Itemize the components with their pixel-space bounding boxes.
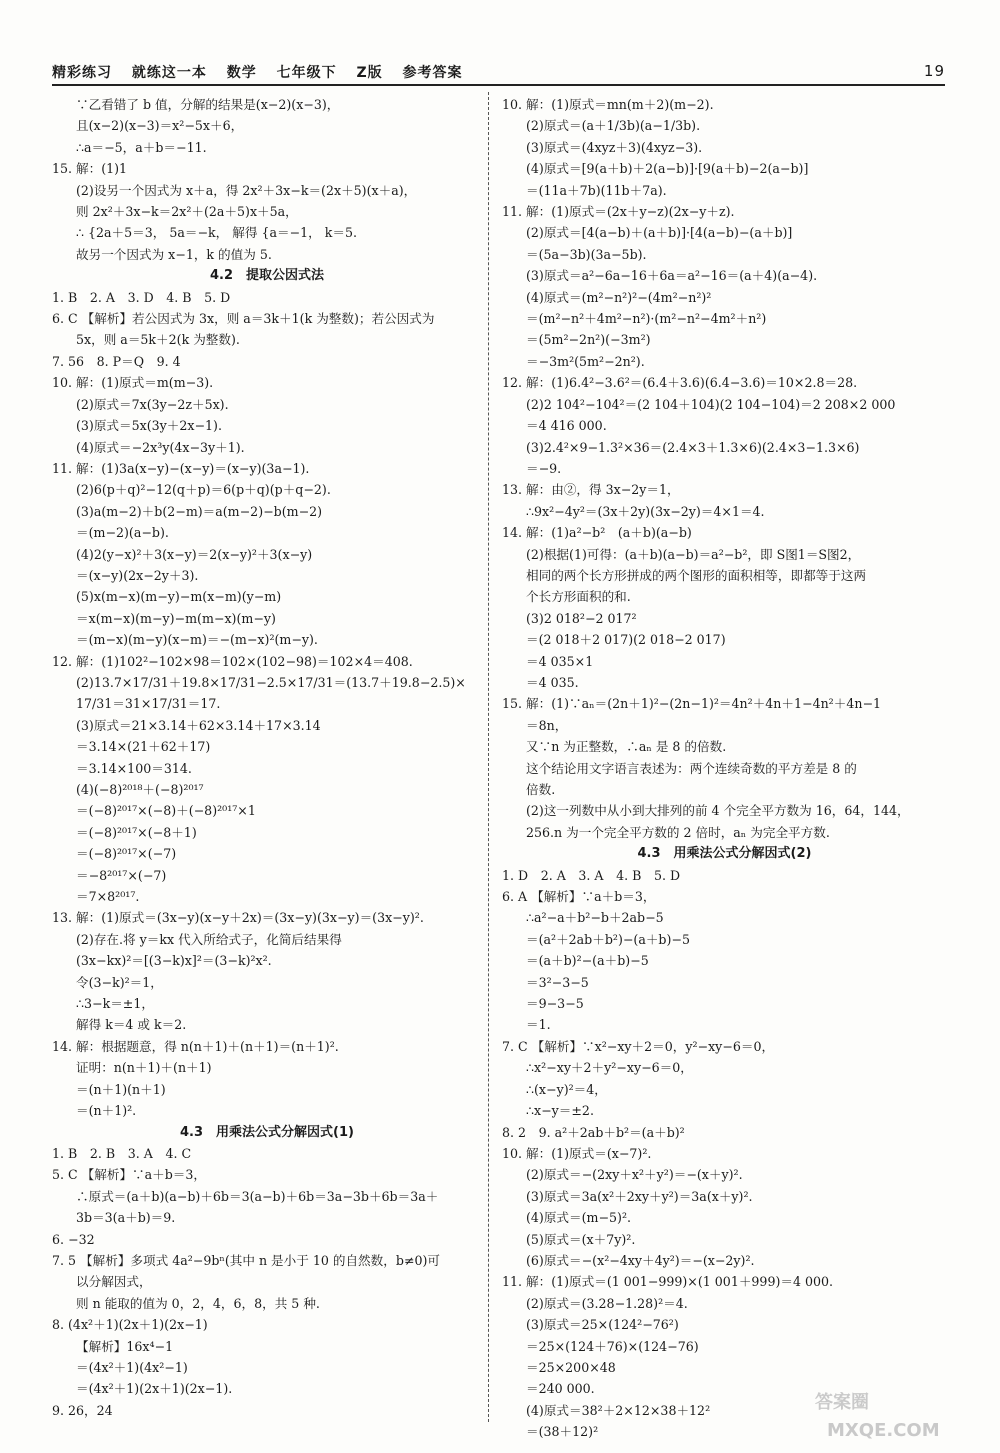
answer-line: (3)原式＝a²−6a−16＋6a＝a²−16＝(a＋4)(a−4). [526,268,818,284]
answer-line: (2)原式＝(a＋1/3b)(a−1/3b). [526,118,701,134]
answer-line: ∴原式＝(a＋b)(a−b)＋6b＝3(a−b)＋6b＝3a−3b＋6b＝3a＋ [76,1188,439,1204]
answer-line: ＝3.14×(21＋62＋17) [76,739,211,755]
header-item: 七年级下 [276,65,337,81]
answer-line: ＝(5m²−2n²)(−3m²) [526,332,651,348]
answer-line: 8. (4x²＋1)(2x＋1)(2x−1) [52,1317,208,1333]
left-column [52,94,482,1421]
answer-line: ＝x(m−x)(m−y)−m(m−x)(m−y) [76,610,276,626]
section-heading: 4.3 用乘法公式分解因式(1) [180,1124,354,1140]
answer-line: ＝240 000. [526,1381,595,1397]
answer-line: (3)原式＝3a(x²＋2xy＋y²)＝3a(x＋y)². [526,1188,753,1204]
answer-line: ＝(a＋b)²−(a＋b)−5 [526,953,649,969]
answer-line: (3)原式＝21×3.14＋62×3.14＋17×3.14 [76,717,321,733]
answer-line: (2)原式＝(3.28−1.28)²＝4. [526,1295,688,1311]
answer-line: 17/31＝31×17/31＝17. [76,696,221,712]
answer-line: 故另一个因式为 x−1，k 的值为 5. [76,246,272,262]
section-heading: 4.2 提取公因式法 [209,268,325,284]
answer-line: 12. 解：(1)6.4²−3.6²＝(6.4＋3.6)(6.4−3.6)＝10×2.8＝28. [502,375,858,391]
answer-line: ＝25×200×48 [526,1359,616,1375]
answer-line: (4)原式＝−2x³y(4x−3y＋1). [76,439,245,455]
answer-line: ＝(−8)²⁰¹⁷×(−8＋1) [76,824,197,840]
answer-line: (2)2 104²−104²＝(2 104＋104)(2 104−104)＝2 208×2 000 [526,396,896,412]
answer-line: (2)13.7×17/31＋19.8×17/31−2.5×17/31＝(13.7＋19.8−2.5)× [76,674,466,690]
answer-line: ∴x²−xy＋2＋y²−xy−6＝0， [526,1060,693,1076]
answer-line: ＝7×8²⁰¹⁷. [76,889,140,905]
answer-line: 11. 解：(1)原式＝(2x＋y−z)(2x−y＋z). [502,204,735,220]
answer-line: (4)2(y−x)²＋3(x−y)＝2(x−y)²＋3(x−y) [76,546,313,562]
header-item: 精彩练习 [52,65,112,81]
answer-line: (2)存在.将 y＝kx 代入所给式子，化简后结果得 [76,931,342,947]
answer-line: ∴ {2a＋5＝3， 5a＝−k， 解得 {a＝−1， k＝5. [76,225,357,241]
answer-line: 又∵n 为正整数，∴aₙ 是 8 的倍数. [526,739,727,755]
answer-line: ＝3²−3−5 [526,974,589,990]
watermark-text: 答案圈 [815,1392,869,1413]
answer-line: (2)根据(1)可得：(a＋b)(a−b)＝a²−b²，即 S图1＝S图2， [526,546,861,562]
answer-line: 则 n 能取的值为 0，2，4，6，8，共 5 种. [76,1295,320,1311]
answer-line: 10. 解：(1)原式＝(x−7)². [502,1145,652,1161]
answer-line: 14. 解：(1)a²−b² (a＋b)(a−b) [502,525,692,541]
answer-line: 相同的两个长方形拼成的两个图形的面积相等，即都等于这两 [526,567,867,583]
answer-line: 7. 5 【解析】多项式 4a²−9bⁿ(其中 n 是小于 10 的自然数，b≠0)可 [52,1252,440,1268]
answer-line: (2)原式＝−(2xy＋x²＋y²)＝−(x＋y)². [526,1167,743,1183]
answer-line: (4)原式＝38²＋2×12×38＋12² [526,1402,711,1418]
answer-line: ＝3.14×100＝314. [76,760,192,776]
answer-line: ＝(38＋12)² [526,1424,599,1440]
answer-line: ∴3−k＝±1， [76,996,154,1012]
answer-line: 证明：n(n＋1)＋(n＋1) [76,1060,212,1076]
answer-line: ＝9−3−5 [526,996,584,1012]
answer-line: 3b＝3(a＋b)＝9. [76,1210,176,1226]
answer-line: ∴a²−a＋b²−b＋2ab−5 [526,910,664,926]
answer-line: ＝4 035. [526,674,579,690]
header-item: 数学 [226,65,257,81]
watermark-logo [805,1380,985,1444]
answer-line: 令(3−k)²＝1， [76,974,163,990]
answer-line: ＝(11a＋7b)(11b＋7a). [526,182,667,198]
answer-line: 6. C 【解析】若公因式为 3x，则 a＝3k＋1(k 为整数)；若公因式为 [52,311,435,327]
answer-line: 256.n 为一个完全平方数的 2 倍时，aₙ 为完全平方数. [526,824,830,840]
header-item: Z版 [356,65,383,81]
answer-line: ＝8n， [526,717,568,733]
answer-line: ＝(x−y)(2x−2y＋3). [76,567,199,583]
answer-line: (5)x(m−x)(m−y)−m(x−m)(y−m) [76,589,282,605]
answer-line: 以分解因式， [76,1274,152,1290]
answer-line: 则 2x²＋3x−k＝2x²＋(2a＋5)x＋5a， [76,204,298,220]
answer-line: 这个结论用文字语言表述为：两个连续奇数的平方差是 8 的 [526,760,857,776]
answer-line: ＝(m²−n²＋4m²−n²)·(m²−n²−4m²＋n²) [526,311,767,327]
watermark-url: MXQE.COM [827,1420,940,1441]
header-title [52,62,477,82]
answer-line: 6. −32 [52,1231,95,1247]
answer-line: 14. 解：根据题意，得 n(n＋1)＋(n＋1)＝(n＋1)². [52,1038,339,1054]
header-item: 就练这一本 [131,65,207,81]
answer-line: 1. D 2. A 3. A 4. B 5. D [502,867,681,883]
answer-line: (3)2 018²−2 017² [526,610,637,626]
answer-line: ＝−8²⁰¹⁷×(−7) [76,867,167,883]
answer-line: 13. 解：(1)原式＝(3x−y)(x−y＋2x)＝(3x−y)(3x−y)＝(3x−y)². [52,910,424,926]
answer-line: (2)6(p＋q)²−12(q＋p)＝6(p＋q)(p＋q−2). [76,482,331,498]
answer-line: 15. 解：(1)∵aₙ＝(2n＋1)²−(2n−1)²＝4n²＋4n＋1−4n²＋4n−1 [502,696,882,712]
answer-line: (2)原式＝7x(3y−2z＋5x). [76,396,229,412]
answer-line: (3)原式＝5x(3y＋2x−1). [76,418,222,434]
answer-line: 13. 解：由②，得 3x−2y＝1， [502,482,680,498]
answer-line: ∵乙看错了 b 值，分解的结果是(x−2)(x−3)， [76,97,340,112]
answer-line: 10. 解：(1)原式＝mn(m＋2)(m−2). [502,97,714,112]
answer-line: ＝(m−x)(m−y)(x−m)＝−(m−x)²(m−y). [76,632,318,648]
answer-line: ＝(n＋1)(n＋1) [76,1081,166,1097]
answer-line: 8. 2 9. a²＋2ab＋b²＝(a＋b)² [502,1124,685,1140]
answer-line: ∴9x²−4y²＝(3x＋2y)(3x−2y)＝4×1＝4. [526,503,765,519]
answer-line: ＝(−8)²⁰¹⁷×(−8)＋(−8)²⁰¹⁷×1 [76,803,256,819]
answer-line: ＝(n＋1)². [76,1103,137,1119]
answer-line: ＝4 035×1 [526,653,594,669]
answer-line: ＝−9. [526,460,562,476]
answer-line: 6. A 【解析】∵a＋b＝3， [502,889,656,905]
answer-line: (4)(−8)²⁰¹⁸＋(−8)²⁰¹⁷ [76,782,204,797]
answer-line: ∴(x−y)²＝4， [526,1081,607,1097]
answer-line: 1. B 2. B 3. A 4. C [52,1145,192,1161]
answer-line: (5)原式＝(x＋7y)². [526,1231,636,1247]
answer-line: 且(x−2)(x−3)＝x²−5x＋6， [76,118,244,134]
answer-line: 个长方形面积的和. [526,589,631,605]
answer-line: ＝(4x²＋1)(4x²−1) [76,1359,188,1375]
answer-line: 10. 解：(1)原式＝m(m−3). [52,375,214,391]
answer-line: ＝(m−2)(a−b). [76,525,169,541]
answer-line: ∴x−y＝±2. [526,1103,594,1119]
page-number: 19 [923,62,945,80]
answer-line: ＝1. [526,1017,551,1033]
answer-line: (6)原式＝−(x²−4xy＋4y²)＝−(x−2y)². [526,1252,755,1268]
answer-line: 7. 56 8. P＝Q 9. 4 [52,353,181,369]
answer-line: ＝(a²＋2ab＋b²)−(a＋b)−5 [526,931,690,947]
header-item: 参考答案 [402,65,463,81]
answer-line: 7. C 【解析】∵x²−xy＋2＝0，y²−xy−6＝0， [502,1038,775,1054]
answer-line: ＝(2 018＋2 017)(2 018−2 017) [526,632,726,648]
answer-line: 倍数. [526,782,556,797]
answer-line: ＝25×(124＋76)×(124−76) [526,1338,699,1354]
answer-line: (3)a(m−2)＋b(2−m)＝a(m−2)−b(m−2) [76,503,323,519]
answer-line: 1. B 2. A 3. D 4. B 5. D [52,289,231,305]
page-header [52,58,945,86]
answer-line: 11. 解：(1)原式＝(1 001−999)×(1 001＋999)＝4 000. [502,1274,834,1290]
answer-line: 【解析】16x⁴−1 [76,1338,174,1354]
answer-line: (4)原式＝(m²−n²)²−(4m²−n²)² [526,289,712,305]
answer-line: (2)原式＝[4(a−b)＋(a＋b)]·[4(a−b)−(a＋b)] [526,225,793,241]
answer-line: (3x−kx)²＝[(3−k)x]²＝(3−k)²x². [76,953,272,969]
answer-line: ＝(5a−3b)(3a−5b). [526,246,647,262]
answer-line: ＝(4x²＋1)(2x＋1)(2x−1). [76,1381,233,1397]
answer-line: 11. 解：(1)3a(x−y)−(x−y)＝(x−y)(3a−1). [52,460,310,476]
answer-line: (3)原式＝(4xyz＋3)(4xyz−3). [526,139,703,155]
answer-line: 9. 26，24 [52,1402,113,1418]
answer-line: (3)2.4²×9−1.3²×36＝(2.4×3＋1.3×6)(2.4×3−1.3×6) [526,439,860,455]
answer-line: (3)原式＝25×(124²−76²) [526,1317,679,1333]
answer-line: (2)这一列数中从小到大排列的前 4 个完全平方数为 16，64，144， [526,803,910,819]
answer-line: ∴a＝−5，a＋b＝−11. [76,139,207,155]
answer-line: (4)原式＝(m−5)². [526,1210,632,1226]
column-divider [488,92,489,1422]
section-heading: 4.3 用乘法公式分解因式(2) [637,846,812,862]
right-column [502,94,947,1443]
answer-line: (4)原式＝[9(a＋b)＋2(a−b)]·[9(a＋b)−2(a−b)] [526,161,809,177]
answer-line: 解得 k＝4 或 k＝2. [76,1017,187,1033]
answer-line: (2)设另一个因式为 x＋a，得 2x²＋3x−k＝(2x＋5)(x＋a)， [76,182,417,198]
answer-line: 15. 解：(1)1 [52,161,128,177]
answer-line: 5. C 【解析】∵a＋b＝3， [52,1167,206,1183]
header-rule [52,84,945,86]
answer-line: 12. 解：(1)102²−102×98＝102×(102−98)＝102×4＝408. [52,653,413,669]
answer-line: ＝(−8)²⁰¹⁷×(−7) [76,846,177,862]
answer-line: 5x，则 a＝5k＋2(k 为整数). [76,332,240,348]
answer-line: ＝4 416 000. [526,418,607,434]
answer-line: ＝−3m²(5m²−2n²). [526,353,645,369]
